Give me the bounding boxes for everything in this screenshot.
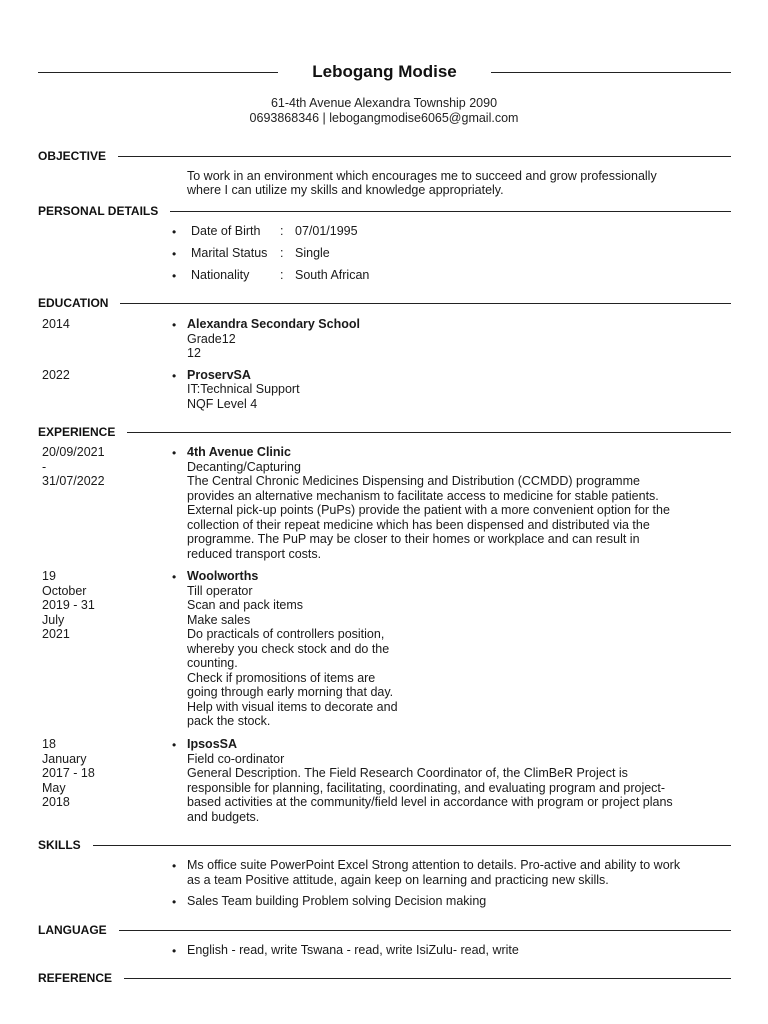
job-description-line: Scan and pack items [187, 598, 304, 612]
school-name: ProservSA [187, 368, 251, 382]
job-role: Decanting/Capturing [187, 459, 301, 474]
school-name: Alexandra Secondary School [187, 317, 360, 331]
date-line: May [42, 780, 66, 795]
date-line: - [42, 459, 47, 474]
education-detail: NQF Level 4 [187, 397, 258, 411]
job-description-line: whereby you check stock and do the [187, 641, 390, 656]
section-rule [38, 930, 731, 931]
experience-dates [42, 569, 112, 642]
section-title: PERSONAL DETAILS [38, 204, 170, 218]
date-line: 2018 [42, 795, 70, 809]
section-title: SKILLS [38, 838, 93, 852]
date-line: 2021 [42, 627, 70, 641]
date-line: 20/09/2021 [42, 445, 105, 459]
skill-line: Ms office suite PowerPoint Excel Strong attention to details. Pro-active and ability to work [187, 858, 681, 872]
skill-line: Sales Team building Problem solving Decision making [187, 894, 487, 908]
section-skills [38, 838, 731, 852]
date-line: 2019 - 31 [42, 598, 95, 612]
job-description-line: reduced transport costs. [187, 546, 322, 561]
date-line: 2017 - 18 [42, 766, 95, 780]
language-line: English - read, write Tswana - read, write IsiZulu- read, write [187, 943, 519, 957]
experience-dates [42, 445, 112, 489]
skill-line: as a team Positive attitude, again keep on learning and practicing new skills. [187, 873, 609, 887]
experience-body [187, 569, 727, 729]
section-title: REFERENCE [38, 971, 124, 985]
section-rule [38, 978, 731, 979]
job-role: Till operator [187, 583, 253, 598]
name-header [38, 62, 731, 84]
experience-dates [42, 737, 112, 810]
detail-value: 07/01/1995 [295, 224, 358, 238]
section-language [38, 923, 731, 937]
detail-separator: : [280, 246, 284, 260]
section-title: EDUCATION [38, 296, 120, 310]
section-title: OBJECTIVE [38, 149, 118, 163]
section-rule [38, 303, 731, 304]
job-description-line: Help with visual items to decorate and [187, 699, 398, 714]
job-description-line: pack the stock. [187, 714, 271, 728]
contact-line: 0693868346 | lebogangmodise6065@gmail.com [249, 111, 519, 125]
date-line: January [42, 751, 87, 766]
job-description-line: going through early morning that day. [187, 685, 394, 699]
bullet-icon: • [172, 859, 177, 873]
detail-label: Date of Birth [191, 224, 261, 238]
job-description-line: and budgets. [187, 809, 260, 824]
job-description-line: counting. [187, 656, 238, 670]
bullet-icon: • [172, 247, 177, 261]
bullet-icon: • [172, 738, 177, 752]
section-rule [38, 845, 731, 846]
job-description-line: collection of their repeat medicine which has been dispensed and distributed via the [187, 517, 650, 532]
bullet-icon: • [172, 895, 177, 909]
candidate-name: Lebogang Modise [312, 62, 457, 81]
job-role: Field co-ordinator [187, 751, 285, 766]
section-experience [38, 425, 731, 439]
job-description-line: The Central Chronic Medicines Dispensing and Distribution (CCMDD) programme [187, 474, 640, 488]
header-rule-right [491, 72, 731, 73]
section-rule [38, 432, 731, 433]
bullet-icon: • [172, 446, 177, 460]
bullet-icon: • [172, 269, 177, 283]
section-personal-details [38, 204, 731, 218]
job-description-line: provides an alternative mechanism to facilitate access to medicine for stable patients. [187, 488, 659, 503]
employer-name: 4th Avenue Clinic [187, 445, 291, 459]
address: 61-4th Avenue Alexandra Township 2090 [270, 96, 498, 110]
education-detail: IT:Technical Support [187, 382, 300, 396]
bullet-icon: • [172, 570, 177, 584]
date-line: 31/07/2022 [42, 474, 105, 488]
bullet-icon: • [172, 369, 177, 383]
section-education [38, 296, 731, 310]
detail-label: Nationality [191, 268, 250, 282]
section-rule [38, 156, 731, 157]
job-description-line: Make sales [187, 612, 251, 627]
employer-name: Woolworths [187, 569, 259, 583]
bullet-icon: • [172, 318, 177, 332]
objective-line-2: where I can utilize my skills and knowledge appropriately. [187, 183, 504, 197]
job-description-line: based activities at the community/field level in accordance with program or project plans [187, 795, 673, 809]
section-reference [38, 971, 731, 985]
job-description-line: External pick-up points (PuPs) provide the patient with a more convenient option for the [187, 503, 670, 517]
detail-separator: : [280, 224, 284, 238]
section-title: LANGUAGE [38, 923, 119, 937]
job-description-line: Do practicals of controllers position, [187, 627, 385, 641]
experience-body [187, 737, 727, 824]
education-detail: Grade12 [187, 332, 236, 346]
education-year: 2022 [42, 368, 70, 382]
experience-body [187, 445, 727, 561]
job-description-line: General Description. The Field Research Coordinator of, the ClimBeR Project is [187, 766, 628, 780]
detail-value: South African [295, 268, 370, 282]
section-objective [38, 149, 731, 163]
job-description-line: responsible for planning, facilitating, coordinating, and evaluating program and project- [187, 780, 666, 795]
employer-name: IpsosSA [187, 737, 238, 751]
education-detail: 12 [187, 346, 201, 360]
date-line: 18 [42, 737, 56, 751]
job-description-line: Check if promositions of items are [187, 670, 376, 685]
bullet-icon: • [172, 225, 177, 239]
bullet-icon: • [172, 944, 177, 958]
date-line: July [42, 612, 65, 627]
detail-separator: : [280, 268, 284, 282]
date-line: October [42, 583, 87, 598]
detail-label: Marital Status [191, 246, 268, 260]
section-title: EXPERIENCE [38, 425, 127, 439]
detail-value: Single [295, 246, 330, 260]
job-description-line: programme. The PuP may be closer to their homes or workplace and can result in [187, 532, 640, 546]
objective-line-1: To work in an environment which encourages me to succeed and grow professionally [187, 169, 657, 183]
education-year: 2014 [42, 317, 70, 331]
date-line: 19 [42, 569, 56, 583]
